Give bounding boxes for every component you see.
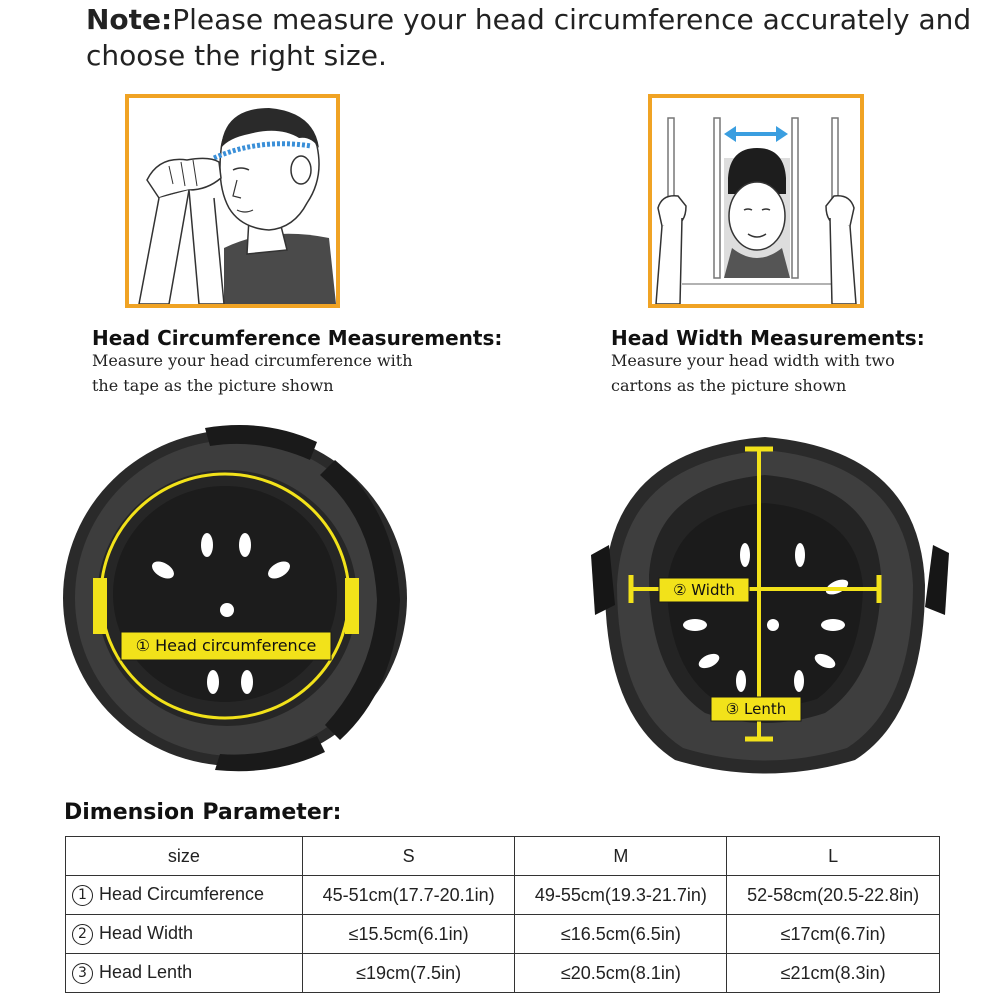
circumference-section-title: Head Circumference Measurements: [92,326,503,350]
cell-circumference-l: 52-58cm(20.5-22.8in) [727,876,940,915]
width-label: ② Width [673,581,735,599]
head-circumference-label: ① Head circumference [135,636,317,655]
row-label-text: Head Lenth [99,962,193,983]
helmet-circumference-diagram [55,420,425,780]
cell-length-m: ≤20.5cm(8.1in) [515,954,727,993]
cell-circumference-s: 45-51cm(17.7-20.1in) [302,876,515,915]
width-section-title: Head Width Measurements: [611,326,925,350]
row-label-head-width [66,915,303,954]
table-row [66,876,940,915]
table-row [66,954,940,993]
circumference-section-description: Measure your head circumference with the tape as the picture shown [92,351,413,395]
length-label: ③ Lenth [725,700,787,718]
width-section-description: Measure your head width with two cartons as the picture shown [611,351,895,395]
dimension-parameter-title: Dimension Parameter: [64,800,342,825]
row-label-text: Head Circumference [99,884,265,905]
row-label-head-length [66,954,303,993]
note-text [86,2,986,74]
cell-circumference-m: 49-55cm(19.3-21.7in) [515,876,727,915]
row-number-badge: 2 [72,924,93,945]
cell-length-l: ≤21cm(8.3in) [727,954,940,993]
note-label: Note: [86,3,173,36]
note-body: Please measure your head circumference accurately and choose the right size. [86,3,972,72]
row-label-text: Head Width [99,923,194,944]
cell-length-s: ≤19cm(7.5in) [302,954,515,993]
head-width-illustration [648,94,864,308]
cell-width-l: ≤17cm(6.7in) [727,915,940,954]
header-size-s: S [302,837,515,876]
row-label-head-circumference [66,876,303,915]
helmet-width-length-diagram [585,415,955,785]
row-number-badge: 1 [72,885,93,906]
size-chart-table [65,836,940,993]
cell-width-s: ≤15.5cm(6.1in) [302,915,515,954]
row-number-badge: 3 [72,963,93,984]
header-size-m: M [515,837,727,876]
table-header-row [66,837,940,876]
table-row [66,915,940,954]
cell-width-m: ≤16.5cm(6.5in) [515,915,727,954]
head-circumference-illustration [125,94,340,308]
header-size: size [66,837,303,876]
header-size-l: L [727,837,940,876]
